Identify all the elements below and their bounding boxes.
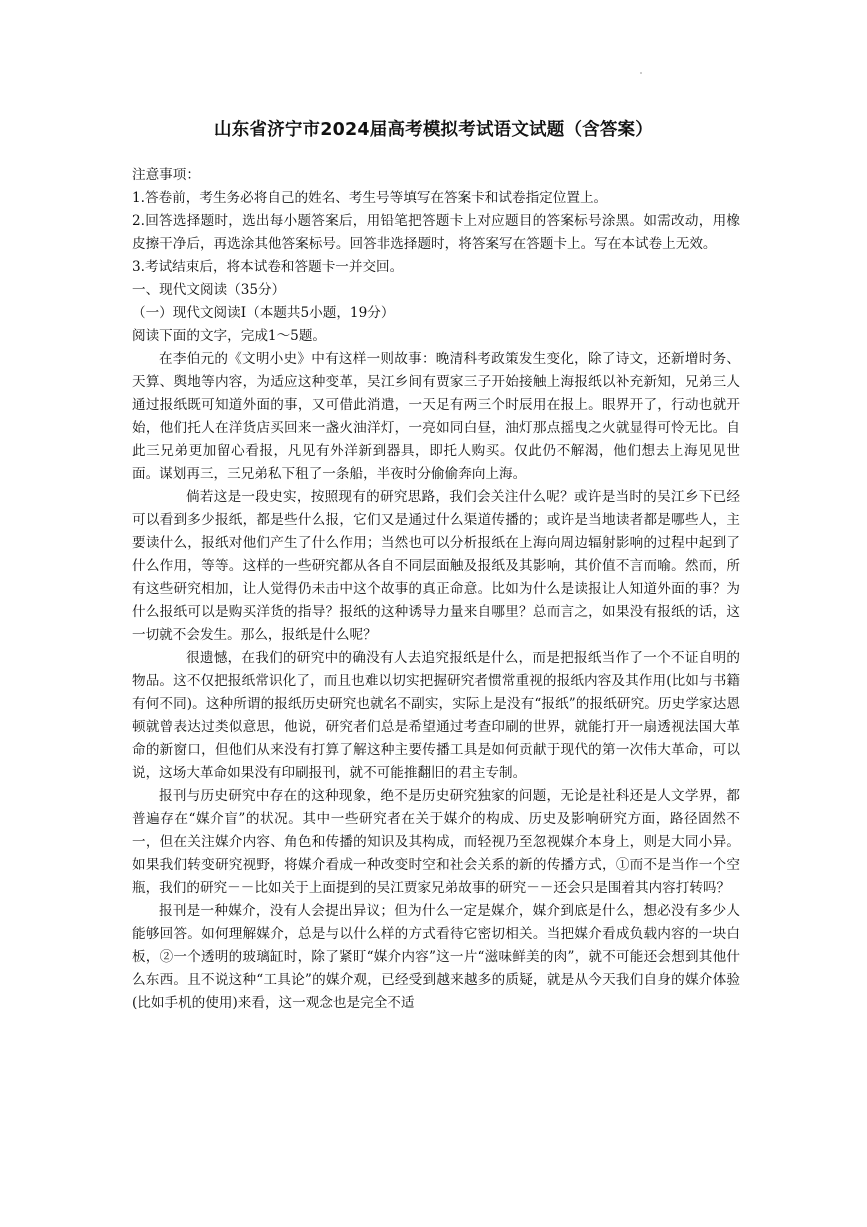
subsection-heading: （一）现代文阅读Ⅰ（本题共5小题，19分） — [132, 305, 395, 321]
section-heading: 一、现代文阅读（35分） — [132, 282, 286, 298]
paragraph-3: 很遗憾，在我们的研究中的确没有人去追究报纸是什么，而是把报纸当作了一个不证自明的物品。这不仅把报纸常识化了，而且也难以切实把握研究者惯常重视的报纸内容及其作用(比如与书籍有何不同)。这种所谓的报纸历史研究也就名不副实，实际上是没有“报纸”的报纸研究。历史学家达恩顿就曾表达过类似意思，他说，研究者们总是希望通过考查印刷的世界，就能打开一扇透视法国大革命的新窗口，但他们从来没有打算了解这种主要传播工具是如何贡献于现代的第一次伟大革命，可以说，这场大革命如果没有印刷报刊，就不可能推翻旧的君主专制。 — [132, 650, 740, 781]
document-title: 山东省济宁市2024届高考模拟考试语文试题（含答案） — [214, 120, 653, 140]
scan-speck — [640, 72, 642, 74]
paragraph-4: 报刊与历史研究中存在的这种现象，绝不是历史研究独家的问题，无论是社科还是人文学界，都普遍存在“媒介盲”的状况。其中一些研究者在关于媒介的构成、历史及影响研究方面，路径固然不一，但在关注媒介内容、角色和传播的知识及其构成，而轻视乃至忽视媒介本身上，则是大同小异。如果我们转变研究视野，将媒介看成一种改变时空和社会关系的新的传播方式，①而不是当作一个空瓶，我们的研究－－比如关于上面提到的吴江贾家兄弟故事的研究－－还会只是围着其内容打转吗？ — [132, 788, 740, 896]
notice-heading: 注意事项： — [132, 167, 200, 183]
paragraph-1: 在李伯元的《文明小史》中有这样一则故事：晚清科考政策发生变化，除了诗文，还新增时务、天算、舆地等内容，为适应这种变革，吴江乡间有贾家三子开始接触上海报纸以补充新知，兄弟三人通过报纸既可知道外面的事，又可借此消遣，一天足有两三个时辰用在报上。眼界开了，行动也就开始，他们托人在洋货店买回来一盏火油洋灯，一亮如同白昼，油灯那点摇曳之火就显得可怜无比。自此三兄弟更加留心看报，凡见有外洋新到器具，即托人购买。仅此仍不解渴，他们想去上海见见世面。谋划再三，三兄弟私下租了一条船，半夜时分偷偷奔向上海。 — [132, 351, 740, 482]
notice-item-2: 2.回答选择题时，选出每小题答案后，用铅笔把答题卡上对应题目的答案标号涂黑。如需改动，用橡皮擦干净后，再选涂其他答案标号。回答非选择题时，将答案写在答题卡上。写在本试卷上无效。 — [132, 213, 740, 252]
notice-item-1: 1.答卷前，考生务必将自己的姓名、考生号等填写在答案卡和试卷指定位置上。 — [132, 190, 608, 206]
paragraph-2: 倘若这是一段史实，按照现有的研究思路，我们会关注什么呢？或许是当时的吴江乡下已经可以看到多少报纸，都是些什么报，它们又是通过什么渠道传播的；或许是当地读者都是哪些人，主要读什么，报纸对他们产生了什么作用；当然也可以分析报纸在上海向周边辐射影响的过程中起到了什么作用，等等。这样的一些研究都从各自不同层面触及报纸及其影响，其价值不言而喻。然而，所有这些研究相加，让人觉得仍未击中这个故事的真正命意。比如为什么是读报让人知道外面的事？为什么报纸可以是购买洋货的指导？报纸的这种诱导力量来自哪里？总而言之，如果没有报纸的话，这一切就不会发生。那么，报纸是什么呢？ — [132, 489, 740, 643]
document-body — [132, 164, 740, 1015]
paragraph-5: 报刊是一种媒介，没有人会提出异议；但为什么一定是媒介，媒介到底是什么，想必没有多少人能够回答。如何理解媒介，总是与以什么样的方式看待它密切相关。当把媒介看成负载内容的一块白板，②一个透明的玻璃缸时，除了紧盯“媒介内容”这一片“滋味鲜美的肉”，就不可能还会想到其他什么东西。且不说这种“工具论”的媒介观，已经受到越来越多的质疑，就是从今天我们自身的媒介体验(比如手机的使用)来看，这一观念也是完全不适 — [132, 903, 740, 1011]
reading-instruction: 阅读下面的文字，完成1～5题。 — [132, 328, 327, 344]
notice-item-3: 3.考试结束后，将本试卷和答题卡一并交回。 — [132, 259, 404, 275]
